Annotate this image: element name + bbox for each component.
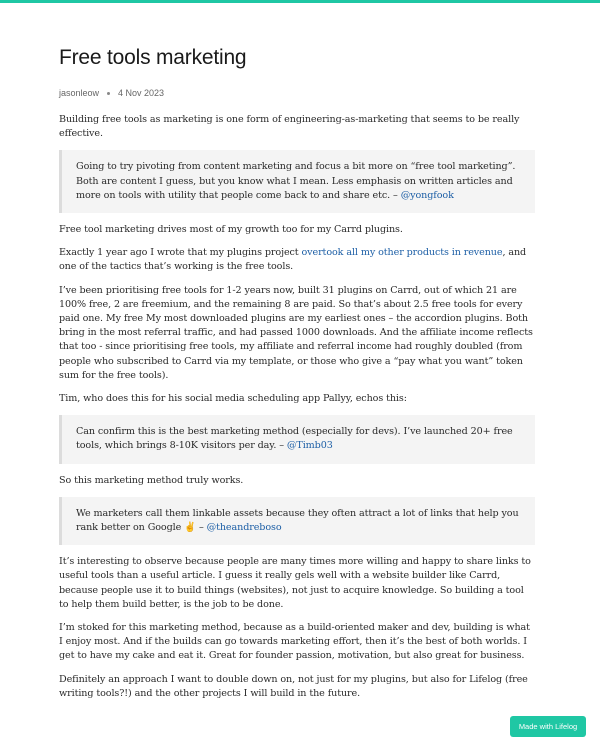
paragraph-5: Tim, who does this for his social media scheduling app Pallyy, echos this: (59, 393, 407, 405)
quote-3-paragraph (76, 507, 519, 535)
paragraph-3-end: , and one of the tactics that’s working is the free tools. (59, 247, 527, 273)
paragraph-8: I’m stoked for this marketing method, because as a build-oriented maker and dev, building is what I enjoy most. And if the builds can go towards marketing effort, then it’s the best of both worlds. I get to have my cake and eat it. Great for founder passion, motivation, but also great for business. (59, 622, 530, 662)
quote-1-text: Going to try pivoting from content marketing and focus a bit more on “free tool marketing”. Both are content I guess, but you know what I mean. Less emphasis on written articles and more on tools with utility that people come back to and share etc. – (76, 161, 516, 201)
paragraph-3-start: Exactly 1 year ago I wrote that my plugins project (59, 247, 302, 259)
paragraph-4: I’ve been prioritising free tools for 1-2 years now, built 31 plugins on Carrd, out of which 21 are 100% free, 2 are freemium, and the remaining 8 are paid. So that’s about 2.5 free tools for every paid one. My free My most downloaded plugins are my earliest ones – the accordion plugins. Both bring in the most referral traffic, and had passed 1000 downloads. And the affiliate income reflects that too - since prioritising free tools, my affiliate and referral income had roughly doubled (from people who subscribed to Carrd via my template, or those who give a “pay what you want” token sum for the free tools). (59, 284, 533, 381)
quote-2-paragraph (76, 425, 519, 453)
blockquote-3 (59, 497, 535, 545)
page-title: Free tools marketing (59, 46, 247, 69)
post-meta (59, 86, 535, 100)
made-with-lifelog-badge[interactable]: Made with Lifelog (510, 716, 586, 737)
quote-2-text: Can confirm this is the best marketing method (especially for devs). I’ve launched 20+ free tools, which brings 8-10K visitors per day. – (76, 426, 513, 452)
article-body (59, 113, 535, 701)
article (59, 44, 535, 710)
top-accent-bar (0, 0, 600, 3)
quote-1-paragraph (76, 160, 519, 203)
separator-dot (107, 92, 110, 95)
revenue-post-link[interactable]: overtook all my other products in revenue (301, 247, 503, 259)
quote-2-author-link[interactable]: @Timb03 (286, 440, 333, 452)
blockquote-1 (59, 150, 535, 213)
post-date: 4 Nov 2023 (118, 88, 165, 98)
quote-1-author-link[interactable]: @yongfook (400, 189, 454, 201)
quote-3-text: We marketers call them linkable assets because they often attract a lot of links that help you rank better on Google ✌️ – (76, 507, 519, 534)
paragraph-9: Definitely an approach I want to double down on, not just for my plugins, but also for Lifelog (free writing tools?!) and the other projects I will build in the future. (59, 673, 528, 699)
paragraph-7: It’s interesting to observe because people are many times more willing and happy to share links to useful tools than a useful article. I guess it really gels well with a website builder like Carrd, because people use it to build things (websites), not just to acquire knowledge. So building a tool to help them build better, is the job to be done. (59, 556, 531, 610)
paragraph-3 (59, 246, 535, 274)
paragraph-2: Free tool marketing drives most of my growth too for my Carrd plugins. (59, 224, 403, 236)
paragraph-6: So this marketing method truly works. (59, 474, 244, 486)
quote-3-author-link[interactable]: @theandreboso (206, 522, 282, 534)
paragraph-1: Building free tools as marketing is one form of engineering-as-marketing that seems to be really effective. (59, 114, 520, 140)
blockquote-2 (59, 415, 535, 463)
author-name[interactable]: jasonleow (59, 88, 100, 98)
